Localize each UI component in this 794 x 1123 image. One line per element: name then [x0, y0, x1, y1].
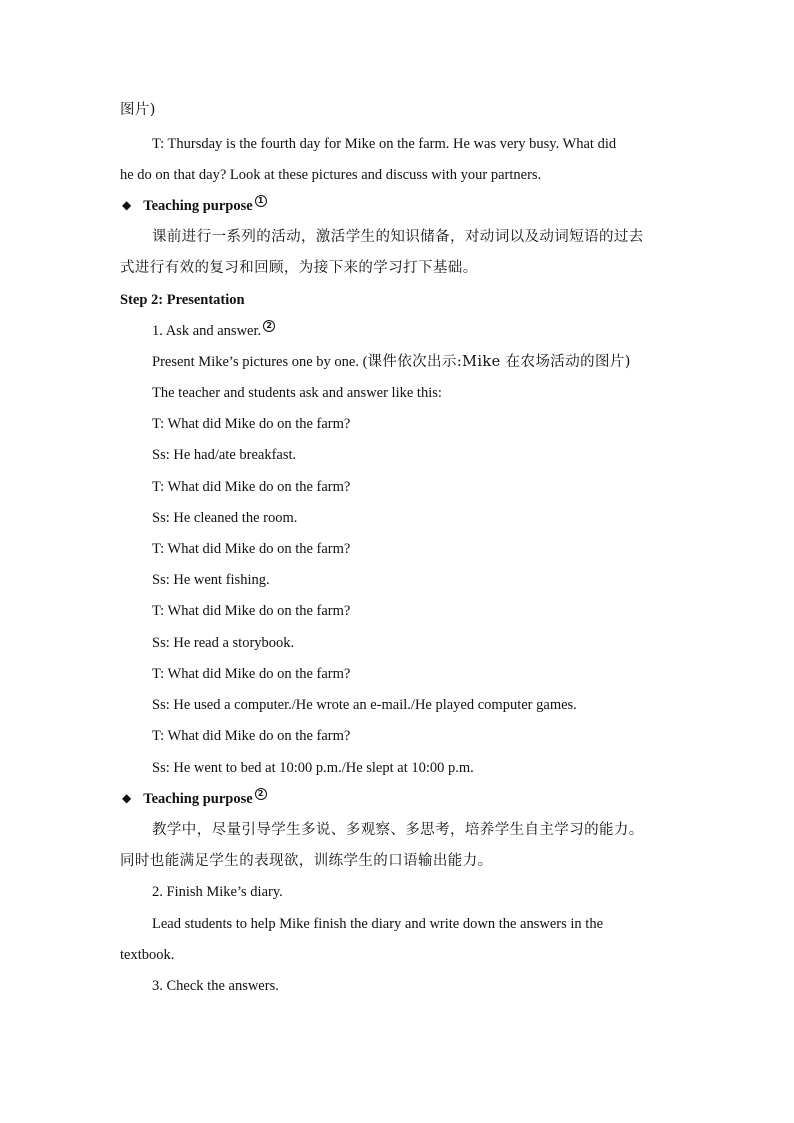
teaching-purpose-2-heading [122, 789, 267, 809]
thursday-line-1: T: Thursday is the fourth day for Mike on the farm. He was very busy. What did [152, 136, 617, 152]
footnote-marker: 2 [263, 320, 275, 332]
footnote-marker: 2 [255, 788, 267, 800]
dialogue-line: Ss: He had/ate breakfast. [152, 447, 297, 463]
teaching-purpose-2-line-1: 教学中，尽量引导学生多说、多观察、多思考，培养学生自主学习的能力。 [152, 822, 644, 838]
present-pictures-line [152, 352, 631, 372]
dialogue-line: Ss: He used a computer./He wrote an e-mail./He played computer games. [152, 697, 577, 713]
dialogue-line: Ss: He went to bed at 10:00 p.m./He slept at 10:00 p.m. [152, 760, 474, 776]
teaching-purpose-2-line-2: 同时也能满足学生的表现欲，训练学生的口语输出能力。 [120, 853, 493, 869]
teaching-purpose-label: Teaching purpose [143, 791, 253, 807]
dialogue-line: T: What did Mike do on the farm? [152, 728, 351, 744]
dialogue-line: T: What did Mike do on the farm? [152, 479, 351, 495]
dialogue-line: Ss: He cleaned the room. [152, 510, 298, 526]
footnote-marker: 1 [255, 195, 267, 207]
dialogue-line: T: What did Mike do on the farm? [152, 603, 351, 619]
lead-students-line-2: textbook. [120, 947, 175, 963]
dialogue-line: T: What did Mike do on the farm? [152, 416, 351, 432]
intro-tail: 图片) [120, 102, 156, 118]
thursday-line-2: he do on that day? Look at these pictures and discuss with your partners. [120, 167, 542, 183]
dialogue-line: Ss: He went fishing. [152, 572, 270, 588]
step-2-heading: Step 2: Presentation [120, 292, 245, 308]
lead-students-line-1: Lead students to help Mike finish the diary and write down the answers in the [152, 916, 604, 932]
check-answers-line: 3. Check the answers. [152, 978, 279, 994]
dialogue-line: T: What did Mike do on the farm? [152, 666, 351, 682]
teacher-students-line: The teacher and students ask and answer like this: [152, 385, 442, 401]
present-pictures-cn: 课件依次出示:Mike 在农场活动的图片) [367, 354, 631, 370]
teaching-purpose-1-line-2: 式进行有效的复习和回顾，为接下来的学习打下基础。 [120, 260, 478, 276]
ask-answer-label: 1. Ask and answer. [152, 323, 262, 339]
dialogue-line: Ss: He read a storybook. [152, 635, 295, 651]
finish-diary-line: 2. Finish Mike’s diary. [152, 884, 283, 900]
teaching-purpose-label: Teaching purpose [143, 198, 253, 214]
teaching-purpose-1-heading [122, 196, 267, 216]
diamond-bullet-icon: ◆ [122, 198, 132, 212]
dialogue-line: T: What did Mike do on the farm? [152, 541, 351, 557]
ask-answer-title [152, 321, 275, 341]
present-pictures-en: Present Mike’s pictures one by one. ( [152, 354, 368, 370]
diamond-bullet-icon: ◆ [122, 791, 132, 805]
teaching-purpose-1-line-1: 课前进行一系列的活动，激活学生的知识储备，对动词以及动词短语的过去 [152, 229, 644, 245]
